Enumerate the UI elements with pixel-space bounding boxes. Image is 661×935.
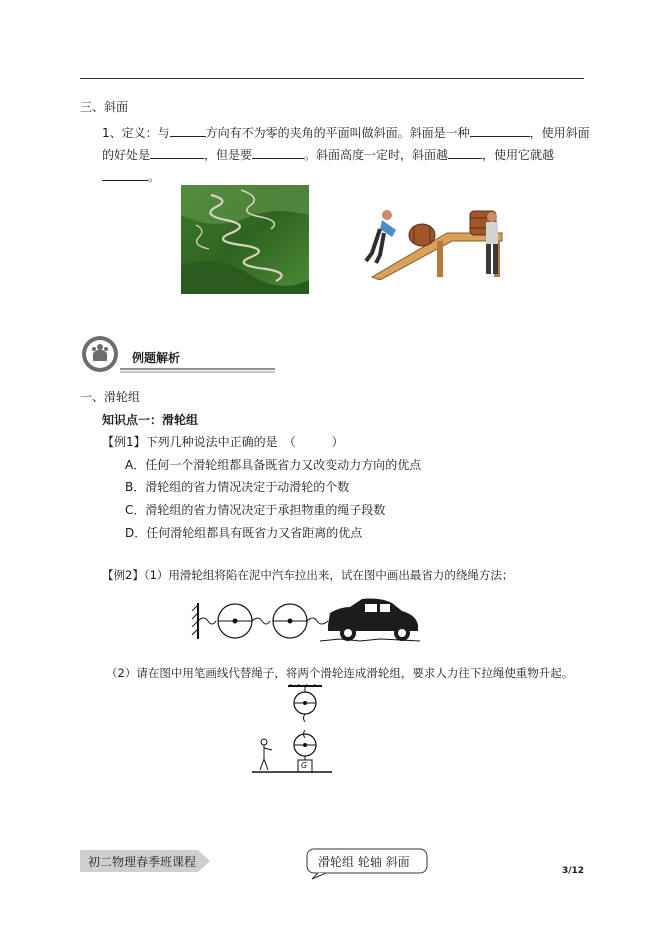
example1-option-a: A．任何一个滑轮组都具备既省力又改变动力方向的优点: [125, 458, 422, 472]
topic-text: 滑轮组 轮轴 斜面: [318, 855, 410, 869]
blank-field[interactable]: [448, 146, 482, 159]
badge-label: 例题解析: [132, 351, 181, 365]
weight-label: G: [301, 761, 308, 770]
blank-field[interactable]: [170, 124, 206, 137]
example2-part1: 【例2】（1）用滑轮组将陷在泥中汽车拉出来，试在图中画出最省力的绕绳方法；: [102, 568, 514, 582]
blank-field[interactable]: [470, 124, 530, 137]
example1-option-b: B．滑轮组的省力情况决定于动滑轮的个数: [125, 480, 350, 494]
example1-option-c: C．滑轮组的省力情况决定于承担物重的绳子段数: [125, 503, 386, 517]
example-analysis-badge: [80, 334, 280, 374]
example2-part2: （2）请在图中用笔画线代替绳子，将两个滑轮连成滑轮组，要求人力往下拉绳使重物升起。: [106, 666, 574, 680]
blank-field[interactable]: [102, 168, 148, 181]
definition-line-1: 1、定义：与 方向有不为零的夹角的平面叫做斜面。斜面是一种 ，使用斜面: [102, 126, 590, 140]
topic-bubble: [306, 848, 430, 876]
page-number: 3/12: [562, 866, 585, 876]
header-rule: [80, 78, 584, 79]
car-pulley-diagram: [180, 595, 420, 645]
knowledge-point-title: 知识点一：滑轮组: [102, 413, 199, 427]
blank-field[interactable]: [150, 146, 204, 159]
lifting-pulley-diagram: [250, 684, 340, 776]
example1-option-d: D．任何滑轮组都具有既省力又省距离的优点: [125, 526, 363, 540]
section-heading-pulley: 一、滑轮组: [80, 390, 141, 404]
mountain-road-photo: [181, 185, 309, 294]
barrel-ramp-illustration: [352, 205, 517, 280]
section-heading-incline: 三、斜面: [80, 100, 129, 114]
blank-field[interactable]: [252, 146, 304, 159]
definition-line-3: 。: [102, 168, 160, 185]
example1-question: 【例1】下列几种说法中正确的是 （ ）: [102, 435, 344, 449]
definition-line-2: 的好处是 ，但是要 。斜面高度一定时，斜面越 ，使用它就越: [102, 148, 555, 162]
course-name: 初二物理春季班课程: [88, 855, 197, 869]
course-footer-tag: [80, 850, 210, 872]
